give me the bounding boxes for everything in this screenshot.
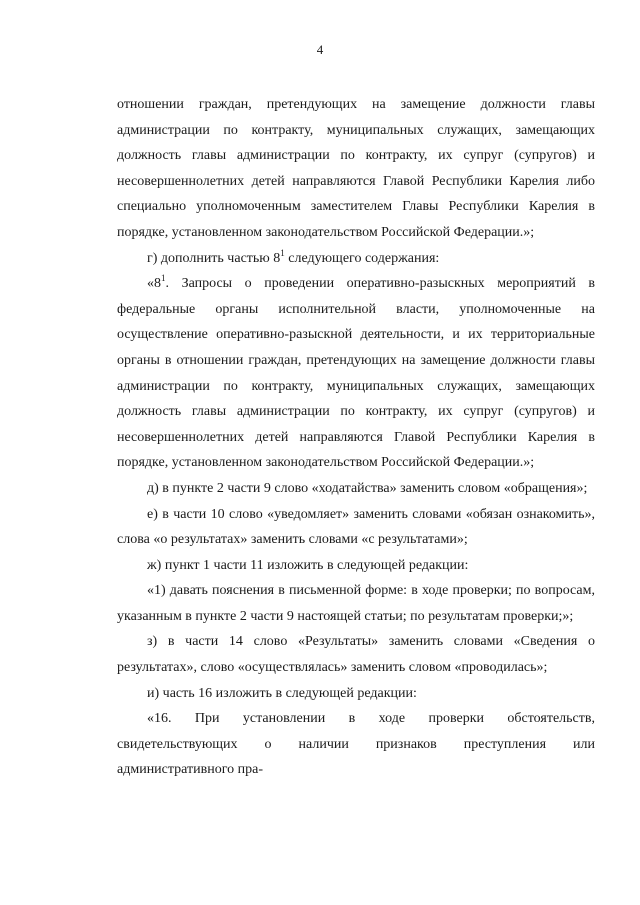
paragraph-text: следующего содержания:: [284, 250, 440, 266]
paragraph-item-g: [117, 246, 595, 272]
paragraph-item-z: з) в части 14 слово «Результаты» заменить словами «Сведения о результатах», слово «осуществлялась» заменить словом «проводилась»;: [117, 634, 595, 676]
page-number: 4: [316, 42, 324, 57]
paragraph-continuation: отношении граждан, претендующих на замещение должности главы администрации по контракту, муниципальных служащих, замещающих должность главы администрации по контракту, их супруг (супругов) и несовершеннолетних детей направляются Главой Республики Карелия либо специально уполномоченным заместителем Главы Республики Карелия в порядке, установленном законодательством Российской Федерации.»;: [117, 97, 595, 240]
paragraph-item-i: и) часть 16 изложить в следующей редакции:: [147, 685, 417, 701]
paragraph-text: «8: [147, 276, 161, 292]
paragraph-part-16: «16. При установлении в ходе проверки обстоятельств, свидетельствующих о наличии признаков преступления или административного пра-: [117, 711, 595, 778]
paragraph-item-d: д) в пункте 2 части 9 слово «ходатайства» заменить словом «обращения»;: [147, 480, 588, 496]
paragraph-item-e: е) в части 10 слово «уведомляет» заменить словами «обязан ознакомить», слова «о результатах» заменить словами «с результатами»;: [117, 506, 595, 548]
document-body: [117, 92, 595, 783]
paragraph-item-zh: ж) пункт 1 части 11 изложить в следующей редакции:: [147, 557, 469, 573]
superscript: 1: [161, 273, 166, 284]
paragraph-text: . Запросы о проведении оперативно-разыскных мероприятий в федеральные органы исполнительной власти, уполномоченные на осуществление оперативно-разыскной деятельности, и их территориальные органы в отношении граждан, претендующих на замещение должности главы администрации по контракту, муниципальных служащих, замещающих должность главы администрации по контракту, их супруг (супругов) и несовершеннолетних детей направляются Главой Республики Карелия в порядке, установленном законодательством Российской Федерации.»;: [117, 276, 595, 471]
paragraph-text: г) дополнить частью 8: [147, 250, 281, 266]
paragraph-point-1: «1) давать пояснения в письменной форме: в ходе проверки; по вопросам, указанным в пункте 2 части 9 настоящей статьи; по результатам проверки;»;: [117, 583, 595, 624]
paragraph-part-8-1: [117, 271, 595, 476]
superscript: 1: [280, 247, 285, 258]
